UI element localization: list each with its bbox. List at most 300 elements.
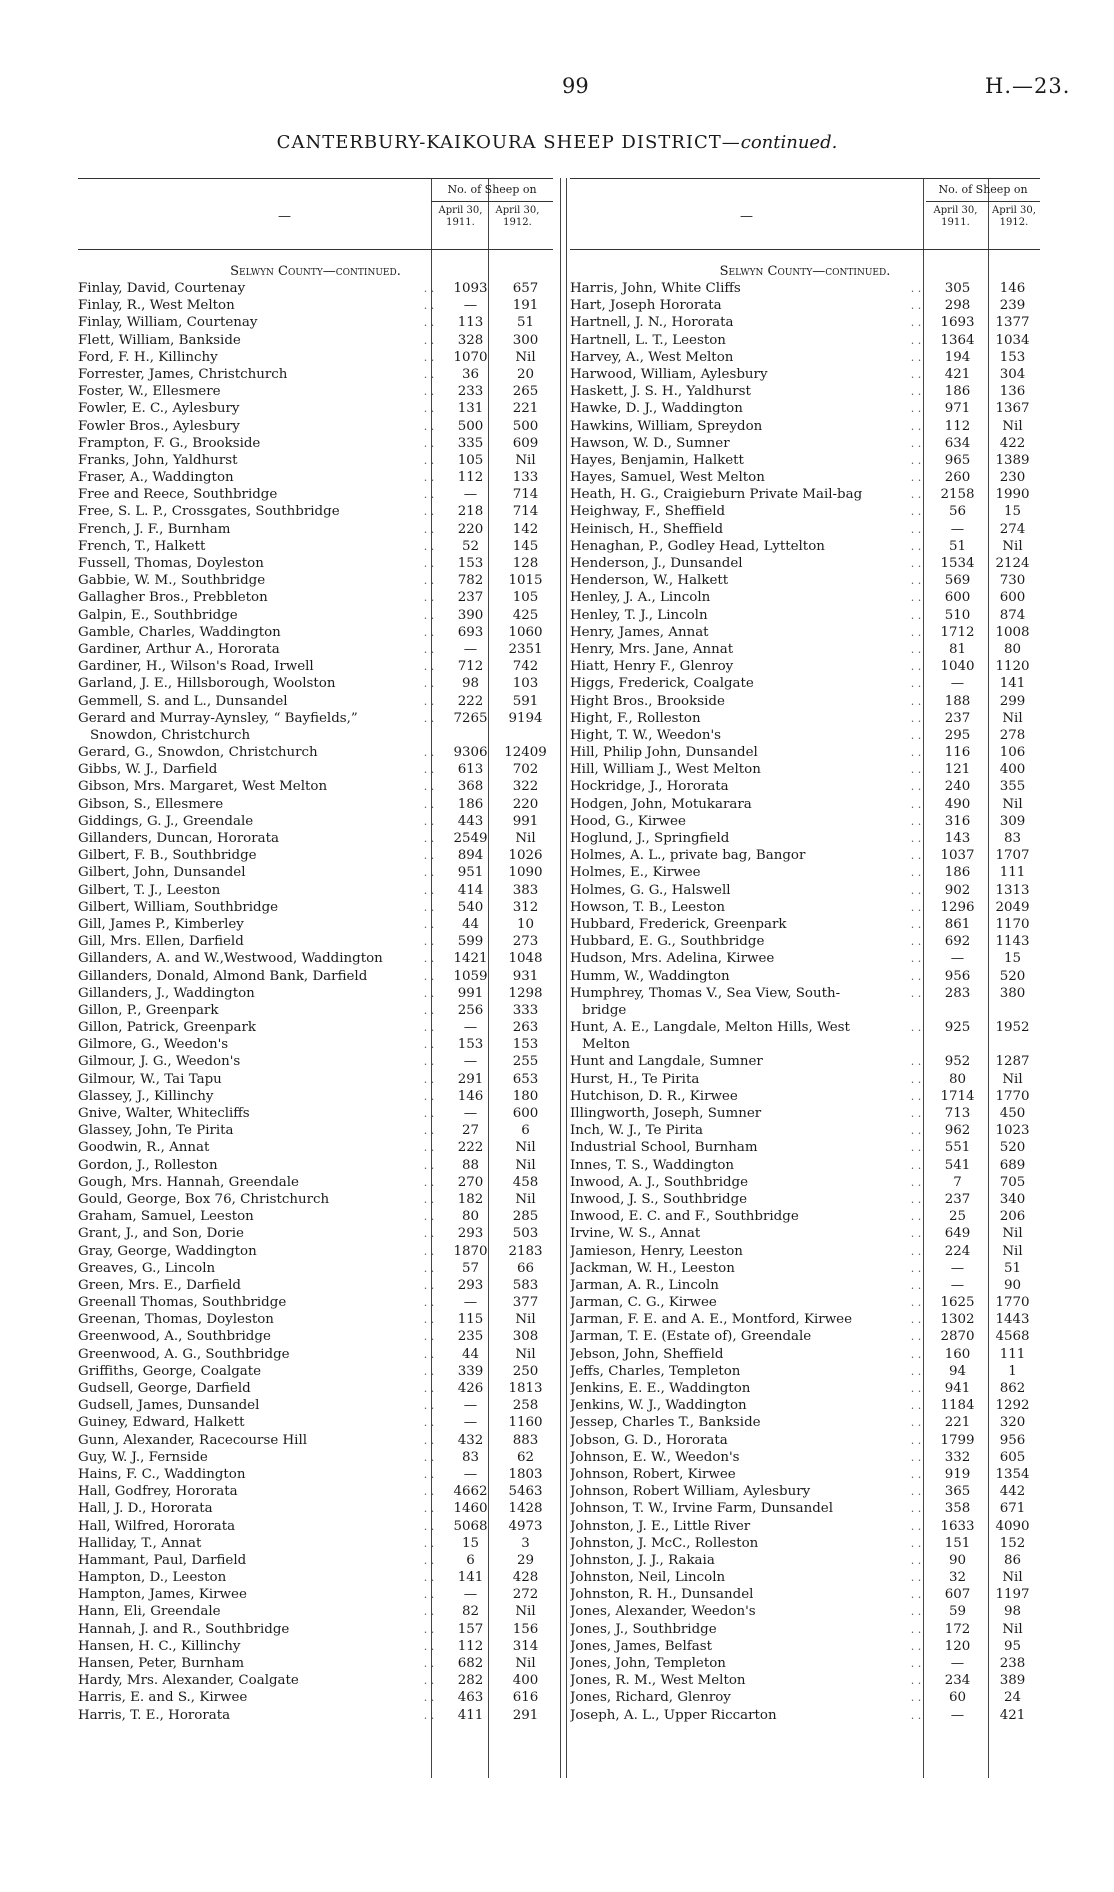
- sheep-1912: 956: [999, 1432, 1026, 1448]
- sheep-1912: Nil: [515, 1191, 536, 1207]
- owner-name: Hawkins, William, Spreydon: [570, 418, 763, 434]
- leader-dots: . .: [423, 299, 435, 313]
- sheep-1911: 1093: [453, 281, 488, 296]
- leader-dots: . .: [910, 797, 922, 811]
- owner-name: Holmes, E., Kirwee: [570, 865, 701, 881]
- owner-name: Flett, William, Bankside: [78, 332, 241, 348]
- sheep-1912: 2049: [995, 899, 1030, 915]
- sheep-1912: 1034: [995, 332, 1030, 348]
- table-row: [570, 1243, 1040, 1260]
- owner-name: Illingworth, Joseph, Sumner: [570, 1106, 762, 1121]
- sheep-1911: 692: [944, 934, 971, 950]
- owner-name: Melton: [582, 1037, 630, 1053]
- sheep-1912: 146: [999, 281, 1026, 296]
- owner-name: Henry, James, Annat: [570, 624, 709, 640]
- left-column-header: [78, 178, 553, 250]
- table-row: [570, 796, 1040, 813]
- sheep-1911: 57: [461, 1260, 480, 1276]
- table-row: [570, 761, 1040, 778]
- leader-dots: . .: [423, 488, 435, 502]
- leader-dots: . .: [423, 1502, 435, 1516]
- sheep-1911: 339: [457, 1363, 484, 1379]
- leader-dots: . .: [910, 1691, 922, 1705]
- section-heading: Selwyn County—continued.: [230, 264, 401, 279]
- sheep-1912: 111: [999, 865, 1026, 881]
- table-row: [78, 813, 553, 830]
- leader-dots: . .: [423, 1639, 435, 1653]
- owner-name: Gilbert, John, Dunsandel: [78, 865, 246, 881]
- owner-name: Garland, J. E., Hillsborough, Woolston: [78, 676, 336, 692]
- leader-dots: . .: [910, 883, 922, 897]
- sheep-1911: —: [950, 1707, 965, 1723]
- owner-name: Hayes, Samuel, West Melton: [570, 470, 765, 486]
- table-row: [78, 1311, 553, 1328]
- table-row: [570, 1483, 1040, 1500]
- leader-dots: . .: [910, 1502, 922, 1516]
- table-row: [570, 400, 1040, 417]
- leader-dots: . .: [910, 917, 922, 931]
- sheep-1912: 520: [999, 1140, 1026, 1156]
- sheep-1911: 358: [944, 1501, 971, 1517]
- owner-name: Fussell, Thomas, Doyleston: [78, 556, 264, 571]
- sheep-1911: 256: [457, 1002, 484, 1018]
- table-row: [570, 1535, 1040, 1552]
- leader-dots: . .: [423, 832, 435, 845]
- table-row: [78, 641, 553, 658]
- table-row: [570, 1586, 1040, 1603]
- table-row: [570, 1208, 1040, 1225]
- sheep-1911: 971: [944, 401, 971, 417]
- sheep-1911: 237: [944, 710, 971, 726]
- sheep-1911: 120: [944, 1638, 971, 1654]
- sheep-1912: 1707: [995, 848, 1030, 864]
- owner-name: Free and Reece, Southbridge: [78, 487, 278, 503]
- owner-name: Harris, T. E., Hororata: [78, 1707, 231, 1723]
- table-row: [570, 521, 1040, 538]
- sheep-1911: 222: [457, 693, 484, 709]
- sheep-1911: 151: [944, 1535, 971, 1551]
- table-row: [78, 555, 553, 572]
- sheep-1911: 240: [944, 779, 971, 795]
- sheep-1911: 649: [944, 1226, 971, 1242]
- owner-name: Johnston, R. H., Dunsandel: [570, 1587, 754, 1603]
- sheep-1911: 83: [461, 1449, 480, 1465]
- owner-name: Hill, Philip John, Dunsandel: [570, 745, 758, 761]
- table-row: [78, 899, 553, 916]
- leader-dots: . .: [423, 608, 435, 622]
- leader-dots: . .: [423, 1244, 435, 1258]
- owner-name: Henderson, W., Halkett: [570, 573, 729, 589]
- sheep-1911: 365: [944, 1484, 971, 1500]
- sheep-1911: 1460: [453, 1501, 488, 1517]
- leader-dots: . .: [910, 1674, 922, 1688]
- owner-name: Fraser, A., Waddington: [78, 470, 234, 486]
- header-dash: —: [740, 209, 753, 224]
- sheep-1912: 2351: [508, 641, 543, 657]
- sheep-1912: 156: [512, 1621, 539, 1637]
- owner-name: Johnston, J. J., Rakaia: [570, 1552, 715, 1568]
- sheep-1912: 24: [1003, 1690, 1022, 1706]
- sheep-1911: 305: [944, 281, 971, 296]
- sheep-1911: 188: [944, 693, 971, 709]
- leader-dots: . .: [910, 1450, 922, 1464]
- sheep-1911: 113: [457, 315, 484, 331]
- table-row: [78, 435, 553, 452]
- sheep-1912: 714: [512, 504, 539, 520]
- leader-dots: . .: [910, 385, 922, 399]
- sheep-1911: 143: [944, 831, 971, 846]
- table-row: [570, 1122, 1040, 1139]
- table-row: [78, 1019, 553, 1036]
- owner-name: Gillanders, J., Waddington: [78, 985, 255, 1001]
- leader-dots: . .: [910, 1416, 922, 1430]
- sheep-1912: 153: [999, 349, 1026, 365]
- sheep-1912: 458: [512, 1174, 539, 1190]
- sheep-1911: 293: [457, 1277, 484, 1293]
- sheep-1911: —: [950, 521, 965, 537]
- leader-dots: . .: [423, 677, 435, 691]
- owner-name: Holmes, A. L., private bag, Bangor: [570, 848, 806, 864]
- sheep-1912: 1990: [995, 487, 1030, 503]
- sheep-1912: 98: [1003, 1604, 1022, 1620]
- owner-name: French, T., Halkett: [78, 538, 206, 554]
- owner-name: Gray, George, Waddington: [78, 1243, 257, 1259]
- sheep-1912: 304: [999, 366, 1026, 382]
- owner-name: Hunt, A. E., Langdale, Melton Hills, West: [570, 1020, 850, 1036]
- leader-dots: . .: [423, 1382, 435, 1395]
- sheep-1911: 224: [944, 1243, 971, 1259]
- sheep-1911: 260: [944, 470, 971, 486]
- sheep-1911: —: [463, 1295, 478, 1311]
- sheep-1911: 1799: [940, 1432, 975, 1448]
- table-row: [78, 383, 553, 400]
- sheep-1912: 1367: [995, 401, 1030, 417]
- owner-name: Glassey, John, Te Pirita: [78, 1123, 234, 1139]
- owner-name: Inwood, A. J., Southbridge: [570, 1174, 749, 1190]
- owner-name: Griffiths, George, Coalgate: [78, 1363, 262, 1379]
- sheep-1911: 5068: [453, 1518, 488, 1534]
- leader-dots: . .: [423, 1210, 435, 1224]
- table-row: [78, 1569, 553, 1586]
- owner-name: Fowler, E. C., Aylesbury: [78, 401, 240, 417]
- table-row: [78, 1105, 553, 1122]
- sheep-1912: 153: [512, 1037, 539, 1053]
- sheep-1912: Nil: [515, 452, 536, 468]
- owner-name: Henaghan, P., Godley Head, Lyttelton: [570, 538, 825, 554]
- sheep-1912: 421: [999, 1707, 1026, 1723]
- owner-name: Guy, W. J., Fernside: [78, 1449, 208, 1465]
- table-row: [78, 503, 553, 520]
- sheep-1911: 600: [944, 590, 971, 606]
- table-row: [570, 1672, 1040, 1689]
- sheep-1911: 4662: [453, 1484, 488, 1500]
- table-row: [570, 710, 1040, 727]
- sheep-1911: 186: [944, 384, 971, 400]
- leader-dots: . .: [423, 1605, 435, 1619]
- sheep-1912: Nil: [515, 831, 536, 846]
- sheep-1912: 450: [999, 1106, 1026, 1121]
- owner-name: Gudsell, James, Dunsandel: [78, 1398, 260, 1414]
- sheep-1911: 186: [457, 796, 484, 812]
- sheep-1911: 222: [457, 1140, 484, 1156]
- sheep-1911: 182: [457, 1191, 484, 1207]
- sheep-1911: 490: [944, 796, 971, 812]
- sheep-1912: 702: [512, 762, 539, 778]
- sheep-1912: 600: [999, 590, 1026, 606]
- table-row: [570, 366, 1040, 383]
- sheep-1911: —: [950, 1277, 965, 1293]
- sheep-1912: 145: [512, 538, 539, 554]
- sheep-1912: 333: [512, 1002, 539, 1018]
- owner-name: Goodwin, R., Annat: [78, 1140, 210, 1156]
- leader-dots: . .: [423, 453, 435, 467]
- owner-name: Hartnell, L. T., Leeston: [570, 332, 726, 348]
- sheep-1911: 713: [944, 1106, 971, 1121]
- sheep-1911: 426: [457, 1381, 484, 1396]
- table-row: [78, 693, 553, 710]
- leader-dots: . .: [423, 591, 435, 605]
- leader-dots: . .: [423, 1296, 435, 1310]
- table-row: [570, 727, 1040, 744]
- sheep-1912: 380: [999, 985, 1026, 1001]
- owner-name: Gilmour, W., Tai Tapu: [78, 1071, 222, 1087]
- sheep-1911: 919: [944, 1466, 971, 1482]
- sheep-1911: 712: [457, 659, 484, 675]
- sheep-1911: 540: [457, 899, 484, 915]
- sheep-1911: 951: [457, 865, 484, 881]
- leader-dots: . .: [910, 316, 922, 330]
- sheep-1911: 991: [457, 985, 484, 1001]
- table-row: [78, 968, 553, 985]
- leader-dots: . .: [423, 1588, 435, 1602]
- leader-dots: . .: [423, 746, 435, 760]
- leader-dots: . .: [910, 1657, 922, 1670]
- owner-name: Grant, J., and Son, Dorie: [78, 1226, 244, 1242]
- sheep-1911: 541: [944, 1157, 971, 1173]
- leader-dots: . .: [423, 1622, 435, 1636]
- sheep-1911: 965: [944, 452, 971, 468]
- owner-name: Hains, F. C., Waddington: [78, 1466, 246, 1482]
- sheep-1912: 6: [521, 1123, 530, 1139]
- owner-name: Guiney, Edward, Halkett: [78, 1415, 245, 1431]
- owner-name: Foster, W., Ellesmere: [78, 384, 221, 400]
- sheep-1912: 80: [1003, 641, 1022, 657]
- leader-dots: . .: [910, 1330, 922, 1344]
- owner-name: Inwood, J. S., Southbridge: [570, 1191, 748, 1207]
- table-row: [78, 1449, 553, 1466]
- col-1911-label: April 30, 1911.: [438, 205, 483, 228]
- sheep-1912: 206: [999, 1209, 1026, 1225]
- table-row: [570, 1071, 1040, 1088]
- leader-dots: . .: [910, 1708, 922, 1722]
- owner-name: Halliday, T., Annat: [78, 1535, 202, 1551]
- leader-dots: . .: [910, 1571, 922, 1585]
- leader-dots: . .: [910, 763, 922, 777]
- sheep-1912: 142: [512, 521, 539, 537]
- leader-dots: . .: [910, 1021, 922, 1035]
- table-row: [570, 1397, 1040, 1414]
- leader-dots: . .: [423, 1021, 435, 1035]
- sheep-1912: 291: [512, 1707, 539, 1723]
- sheep-1911: 613: [457, 762, 484, 778]
- table-row: [78, 452, 553, 469]
- owner-name: Green, Mrs. E., Darfield: [78, 1277, 241, 1293]
- sheep-1911: 234: [944, 1673, 971, 1689]
- table-row: [78, 607, 553, 624]
- sheep-1912: 591: [512, 693, 539, 709]
- leader-dots: . .: [423, 1158, 435, 1172]
- table-row: [570, 1260, 1040, 1277]
- sheep-1912: Nil: [515, 349, 536, 365]
- table-row: [570, 1707, 1040, 1724]
- leader-dots: . .: [910, 1347, 922, 1361]
- sheep-1912: 428: [512, 1570, 539, 1586]
- sheep-1911: 2870: [940, 1329, 975, 1345]
- sheep-1912: 657: [512, 281, 539, 296]
- owner-name: Gillon, P., Greenpark: [78, 1002, 219, 1018]
- table-row: [570, 830, 1040, 847]
- table-row: [570, 1552, 1040, 1569]
- leader-dots: . .: [910, 402, 922, 416]
- sheep-1912: 609: [512, 435, 539, 451]
- sheep-1911: 291: [457, 1071, 484, 1087]
- leader-dots: . .: [423, 952, 435, 966]
- sheep-1911: 94: [948, 1363, 967, 1379]
- sheep-1911: 59: [948, 1604, 967, 1620]
- sheep-1911: 599: [457, 934, 484, 950]
- leader-dots: . .: [423, 1485, 435, 1499]
- owner-name: Johnston, J. E., Little River: [570, 1518, 751, 1534]
- leader-dots: . .: [423, 1467, 435, 1481]
- sheep-1912: 111: [999, 1346, 1026, 1362]
- sheep-1911: 218: [457, 504, 484, 520]
- leader-dots: . .: [910, 1192, 922, 1206]
- sheep-1912: 2183: [508, 1243, 543, 1259]
- sheep-count-group-label: No. of Sheep on: [926, 179, 1040, 202]
- table-row: [570, 1638, 1040, 1655]
- table-row: [78, 1466, 553, 1483]
- sheep-1911: 432: [457, 1432, 484, 1448]
- leader-dots: . .: [423, 917, 435, 931]
- leader-dots: . .: [423, 642, 435, 656]
- leader-dots: . .: [423, 694, 435, 708]
- owner-name: Innes, T. S., Waddington: [570, 1157, 735, 1173]
- table-row: [570, 572, 1040, 589]
- sheep-1911: 1296: [940, 899, 975, 915]
- sheep-1911: 693: [457, 624, 484, 640]
- table-row: [78, 1414, 553, 1431]
- owner-name: Humphrey, Thomas V., Sea View, South-: [570, 985, 841, 1001]
- sheep-1911: 1059: [453, 968, 488, 984]
- sheep-1912: 1292: [995, 1398, 1030, 1414]
- table-row: [570, 1500, 1040, 1517]
- sheep-1912: 10: [516, 916, 535, 932]
- table-row: [78, 1071, 553, 1088]
- table-row: [78, 332, 553, 349]
- table-row: [78, 418, 553, 435]
- table-row: [78, 1346, 553, 1363]
- table-row: [570, 1174, 1040, 1191]
- leader-dots: . .: [910, 1210, 922, 1224]
- leader-dots: . .: [910, 900, 922, 914]
- sheep-1912: 4973: [508, 1518, 543, 1534]
- section-heading: Selwyn County—continued.: [719, 264, 891, 279]
- right-column: [570, 178, 1040, 1724]
- leader-dots: . .: [423, 1416, 435, 1430]
- owner-name: Humm, W., Waddington: [570, 968, 730, 984]
- leader-dots: . .: [423, 385, 435, 399]
- table-row: [570, 314, 1040, 331]
- sheep-1911: 6: [466, 1552, 475, 1568]
- leader-dots: . .: [423, 419, 435, 433]
- owner-name: Johnston, Neil, Lincoln: [570, 1570, 726, 1586]
- table-row: [78, 1535, 553, 1552]
- leader-dots: . .: [423, 436, 435, 450]
- sheep-1911: 235: [457, 1329, 484, 1345]
- sheep-1911: 335: [457, 435, 484, 451]
- owner-name: Gillanders, A. and W.,Westwood, Waddington: [78, 951, 383, 967]
- table-row: [570, 744, 1040, 761]
- owner-name: Jamieson, Henry, Leeston: [570, 1243, 743, 1259]
- sheep-1911: 1693: [940, 315, 975, 331]
- sheep-1912: Nil: [1002, 710, 1023, 726]
- table-row: [78, 950, 553, 967]
- sheep-1911: —: [950, 951, 965, 967]
- sheep-1912: 1060: [508, 624, 543, 640]
- sheep-1911: 569: [944, 573, 971, 589]
- leader-dots: . .: [910, 522, 922, 536]
- table-row: [570, 607, 1040, 624]
- leader-dots: . .: [423, 471, 435, 485]
- leader-dots: . .: [910, 1072, 922, 1086]
- owner-name: Franks, John, Yaldhurst: [78, 452, 238, 468]
- table-row: [78, 933, 553, 950]
- table-row: [78, 521, 553, 538]
- leader-dots: . .: [423, 763, 435, 777]
- table-row: [78, 1483, 553, 1500]
- sheep-1911: 60: [948, 1690, 967, 1706]
- owner-name: Hurst, H., Te Pirita: [570, 1071, 700, 1087]
- leader-dots: . .: [423, 780, 435, 794]
- leader-dots: . .: [910, 1278, 922, 1292]
- table-row: [570, 813, 1040, 830]
- table-row: [78, 624, 553, 641]
- leader-dots: . .: [910, 746, 922, 760]
- owner-name: Joseph, A. L., Upper Riccarton: [570, 1707, 777, 1723]
- table-row: [570, 452, 1040, 469]
- table-row: [570, 435, 1040, 452]
- owner-name: Henley, J. A., Lincoln: [570, 590, 711, 606]
- sheep-1911: 25: [948, 1209, 967, 1225]
- leader-dots: . .: [423, 866, 435, 880]
- leader-dots: . .: [910, 711, 922, 725]
- table-row: [78, 1174, 553, 1191]
- col-1912-label: April 30, 1912.: [992, 205, 1036, 228]
- leader-dots: . .: [423, 935, 435, 949]
- sheep-1911: 237: [944, 1191, 971, 1207]
- leader-dots: . .: [423, 350, 435, 364]
- owner-name: Hubbard, Frederick, Greenpark: [570, 916, 787, 932]
- sheep-1911: 116: [944, 745, 971, 761]
- sheep-1912: Nil: [515, 1140, 536, 1156]
- owner-name: Greenwood, A. G., Southbridge: [78, 1346, 290, 1362]
- page-reference: H.—23.: [985, 74, 1071, 98]
- sheep-1911: 328: [457, 332, 484, 348]
- table-row: [78, 1363, 553, 1380]
- sheep-1911: 634: [944, 435, 971, 451]
- table-row: [78, 1225, 553, 1242]
- owner-name: Jones, James, Belfast: [570, 1638, 712, 1654]
